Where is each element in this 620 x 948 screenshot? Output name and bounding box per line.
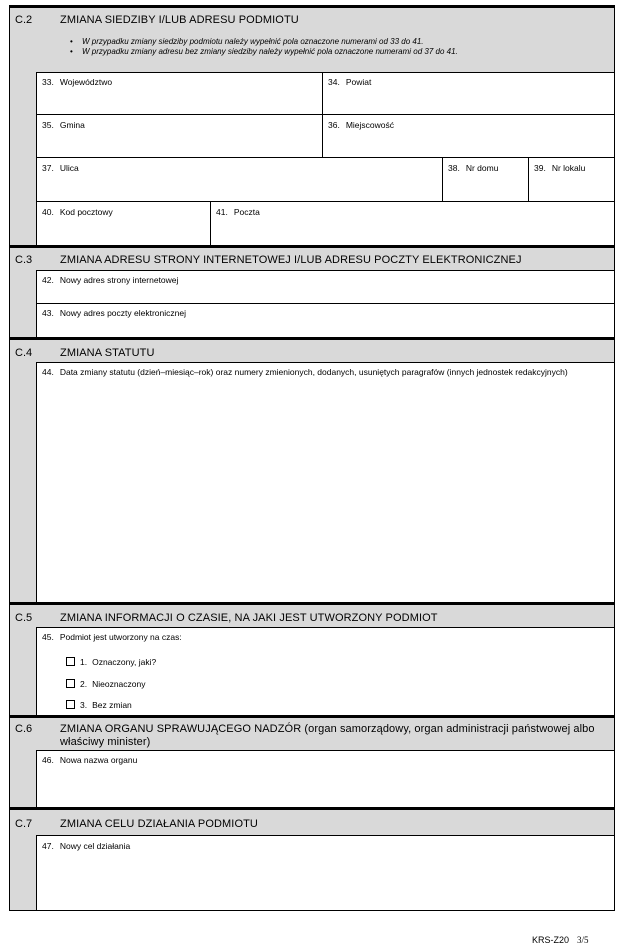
option-3-checkbox[interactable] xyxy=(66,700,75,709)
field-42-strona-internetowa[interactable]: 42. Nowy adres strony internetowej xyxy=(42,275,179,285)
row-line xyxy=(36,72,614,73)
field-43-poczta-elektroniczna[interactable]: 43. Nowy adres poczty elektronicznej xyxy=(42,308,186,318)
option-3-label: 3. Bez zmian xyxy=(80,700,132,710)
col-line xyxy=(322,72,323,157)
section-c7-margin xyxy=(10,835,36,911)
section-c2-note-2: • W przypadku zmiany adresu bez zmiany siedziby należy wypełnić pola oznaczone numerami od 37 do 41. xyxy=(70,47,458,56)
field-41-poczta[interactable]: 41. Poczta xyxy=(216,207,260,217)
row-line xyxy=(36,627,614,628)
section-c6-code: C.6 xyxy=(15,723,33,735)
col-line xyxy=(442,157,443,201)
option-2-checkbox[interactable] xyxy=(66,679,75,688)
section-c7-title: ZMIANA CELU DZIAŁANIA PODMIOTU xyxy=(60,818,258,830)
field-34-powiat[interactable]: 34. Powiat xyxy=(328,77,372,87)
page-footer xyxy=(532,935,589,945)
section-c2-note-1: • W przypadku zmiany siedziby podmiotu należy wypełnić pola oznaczone numerami od 33 do 41. xyxy=(70,37,424,46)
section-c4-margin xyxy=(10,362,36,602)
section-c3-code: C.3 xyxy=(15,254,33,266)
field-47-cel-dzialania[interactable]: 47. Nowy cel działania xyxy=(42,841,131,851)
field-37-ulica[interactable]: 37. Ulica xyxy=(42,163,79,173)
section-c4-title: ZMIANA STATUTU xyxy=(60,347,155,359)
field-44-data-zmiany-statutu[interactable]: 44. Data zmiany statutu (dzień–miesiąc–rok) oraz numery zmienionych, dodanych, usuniętych paragrafów (innych jednostek redakcyjnych) xyxy=(42,367,568,377)
section-c2-margin-line xyxy=(36,72,37,245)
col-line xyxy=(528,157,529,201)
section-c3-margin xyxy=(10,270,36,337)
section-c3-title: ZMIANA ADRESU STRONY INTERNETOWEJ I/LUB ADRESU POCZTY ELEKTRONICZNEJ xyxy=(60,254,522,266)
section-c2-code: C.2 xyxy=(15,14,33,26)
section-c4-code: C.4 xyxy=(15,347,33,359)
form-bottom-border xyxy=(9,910,615,911)
section-c2-title: ZMIANA SIEDZIBY I/LUB ADRESU PODMIOTU xyxy=(60,14,299,26)
section-c4-margin-line xyxy=(36,362,37,602)
field-33-wojewodztwo[interactable]: 33. Województwo xyxy=(42,77,113,87)
row-line xyxy=(36,303,614,304)
field-40-kod-pocztowy[interactable]: 40. Kod pocztowy xyxy=(42,207,113,217)
field-38-nr-domu[interactable]: 38. Nr domu xyxy=(448,163,499,173)
row-line xyxy=(36,750,614,751)
option-1-checkbox[interactable] xyxy=(66,657,75,666)
section-c7-margin-line xyxy=(36,835,37,911)
section-c2-margin xyxy=(10,72,36,245)
form-code: KRS-Z20 xyxy=(532,935,570,945)
row-line xyxy=(36,114,614,115)
section-c6-title: ZMIANA ORGANU SPRAWUJĄCEGO NADZÓR (organ samorządowy, organ administracji państwowej albo właściwy minister) xyxy=(60,723,595,748)
form-right-border xyxy=(614,6,615,911)
section-c6-margin xyxy=(10,750,36,807)
field-46-nazwa-organu[interactable]: 46. Nowa nazwa organu xyxy=(42,755,138,765)
section-c5-title: ZMIANA INFORMACJI O CZASIE, NA JAKI JEST UTWORZONY PODMIOT xyxy=(60,612,438,624)
col-line xyxy=(210,201,211,245)
field-45-czas-utworzenia: 45. Podmiot jest utworzony na czas: xyxy=(42,632,182,642)
option-1-label: 1. Oznaczony, jaki? xyxy=(80,657,157,667)
option-2-label: 2. Nieoznaczony xyxy=(80,679,146,689)
section-c5-code: C.5 xyxy=(15,612,33,624)
page-number: 3/5 xyxy=(577,935,589,945)
row-line xyxy=(36,201,614,202)
field-39-nr-lokalu[interactable]: 39. Nr lokalu xyxy=(534,163,586,173)
field-36-miejscowosc[interactable]: 36. Miejscowość xyxy=(328,120,395,130)
field-35-gmina[interactable]: 35. Gmina xyxy=(42,120,85,130)
section-c5-margin xyxy=(10,627,36,715)
row-line xyxy=(36,362,614,363)
row-line xyxy=(36,835,614,836)
section-c5-margin-line xyxy=(36,627,37,715)
section-c7-code: C.7 xyxy=(15,818,33,830)
row-line xyxy=(36,270,614,271)
section-c6-margin-line xyxy=(36,750,37,807)
